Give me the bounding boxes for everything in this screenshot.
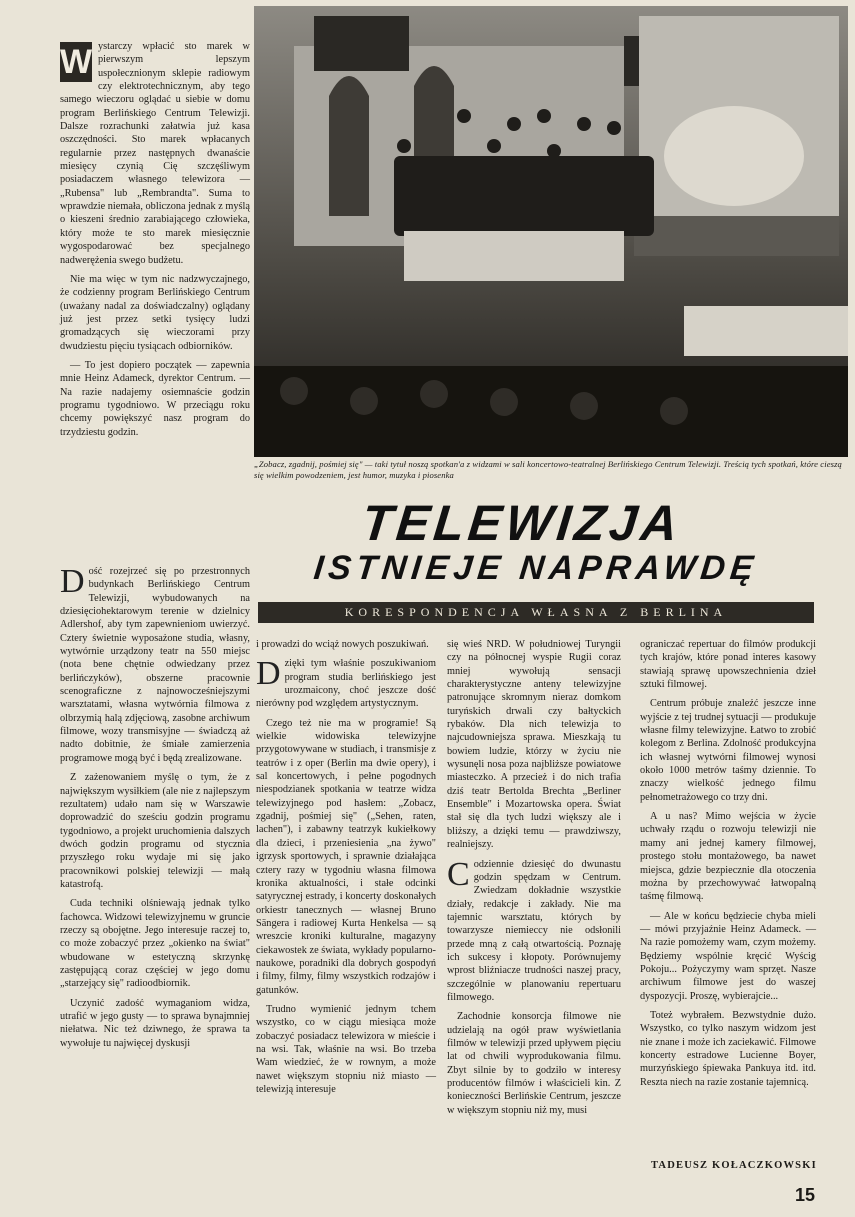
photo-caption: „Zobacz, zgadnij, pośmiej się" — taki tytuł noszą spotkan'a z widzami w sali koncertowo-teatralnej Berlińskiego Centrum Telewizji. Treścią tych spotkań, które cieszą się wielkim powodzeniem, jest humor, muzyka i piosenka [254,459,842,480]
article-column-4 [447,638,621,1123]
author-signature: TADEUSZ KOŁACZKOWSKI [651,1160,817,1171]
drop-cap: W [60,43,93,81]
paragraph: się wieś NRD. W południowej Turyngii czy na północnej wyspie Rugii coraz mniej wywołują sensacji charakterystyczne anteny telewizyjne patronujące skromnym nieraz domkom turyńskich drwali czy bałtyckich rybaków. Dla nich telewizja to najcudowniejsza sprawa. Mieszkają tu bowiem ludzie, którzy w życiu nie wysunęli nosa poza najbliższe powiatowe miasteczko. A przecież i do nich trafia dziś teatr Bertolda Brechta „Berliner Ensemble" i Mozartowska opera. Świat stał się dla tych ludzi większy ale i bliższy, a dzięki temu — prawdziwszy, realniejszy. [447,639,621,851]
tv-studio-photo [254,6,848,457]
headline-line-1: TELEWIZJA [359,495,685,551]
drop-cap: D [60,563,85,600]
headline-line-2: ISTNIEJE NAPRAWDĘ [312,549,760,587]
paragraph: Centrum próbuje znaleźć jeszcze inne wyjście z tej trudnej sytuacji — produkuje własne filmy telewizyjne. Łatwo to zrobić kolegom z Berlina. Zdolność produkcyjna ich własnej wytwórni filmowej wynosi około 1000 metrów taśmy dziennie. To znaczy wielkość jednego filmu pełnometrażowego co trzy dni. [640,698,816,803]
page-number: 15 [795,1185,816,1205]
drop-cap: D [256,655,281,693]
paragraph: odziennie dziesięć do dwunastu godzin spędzam w Centrum. Zwiedzam dokładnie wszystkie działy, redakcje i zakłady. Nie ma tajemnic warsztatu, których by towarzysze niemieccy nie odsłonili przede mną z całą otwartością. Poznaję ich sukcesy i kłopoty. Porównujemy wprost bliźniacze trudności naszej pracy, szczególnie w planowaniu repertuaru filmowego. [447,858,621,1003]
paragraph: A u nas? Mimo wejścia w życie uchwały rządu o rozwoju telewizji nie mamy ani jednej kamery filmowej, prostego stołu montażowego, ba nawet miejsca, gdzie bezpiecznie dla otoczenia można by przechowywać łatwopalną taśmę filmową. [640,811,816,903]
paragraph: Z zażenowaniem myślę o tym, że z największym wysiłkiem (ale nie z najlepszym rezultatem) udało nam się w Warszawie doprowadzić do sześciu godzin programu tygodniowo, a projekt uruchomienia dalszych dwóch godzin programu od stycznia przyszłego roku wydaje mi się jako pracownikowi polskiej telewizji — małą katastrofą. [60,772,250,890]
paragraph: ystarczy wpłacić sto marek w pierwszym lepszym uspołecznionym sklepie radiowym czy elektrotechnicznym, aby tego samego wieczoru oglądać u siebie w domu program Berlińskiego Centrum Telewizji. Dalsze rozrachunki załatwia już kasa oszczędności. Sto marek wpłacanych regularnie przez następnych dwanaście miesięcy czynią Cię szczęśliwym posiadaczem własnego telewizora — „Rubensa" lub „Rembrandta". Suma to wprawdzie niemała, obliczona jednak z myślą o kieszeni średnio zarabiającego człowieka, który może te sto marek miesięcznie wygospodarować bez specjalnego nadwerężenia swego budżetu. [60,41,250,266]
paragraph: Toteż wybrałem. Bezwstydnie dużo. Wszystko, co tylko naszym widzom jest nie znane i może ich zaciekawić. Filmowe koncerty estradowe Lucienne Boyer, murzyńskiego śpiewaka Pankuya itd. itd. Reszta niech na razie zostanie tajemnicą. [640,1009,816,1088]
drop-cap: C [447,855,470,893]
paragraph: — Ale w końcu będziecie chyba mieli — mówi przyjaźnie Heinz Adameck. — Na razie pomożemy wam, czym możemy. Będziemy wspólnie kręcić Wyścig Pokoju... Pożyczymy wam sprzęt. Nasze archiwum filmowe jest do waszej dyspozycji. Proszę, wybierajcie... [640,910,816,1002]
paragraph: ość rozejrzeć się po przestronnych budynkach Berlińskiego Centrum Telewizji, wybudowanych na dziesięciohektarowym terenie w dzielnicy Adlershof, aby tym zapewnieniom uwierzyć. Cztery świetnie wyposażone studia, własny, wytwórnie urządzony teatr na 550 miejsc (nota bene chętnie odwiedzany przez berlińczyków), obszerne pracownie scenograficzne z najnowocześniejszymi warsztatami, własna wytwórnia filmowa z olbrzymią halą zdjęciową, zasobne archiwum filmowe, wozy transmisyjne — świadczą aż nadto dobitnie, że śmiałe zamierzenia programowe mogą być i będą zrealizowane. [60,566,250,764]
subtitle-banner: KORESPONDENCJA WŁASNA Z BERLINA [258,602,814,623]
paragraph: Uczynić zadość wymaganiom widza, utrafić w jego gusty — to sprawa bynajmniej niełatwa. Nic też dziwnego, że sprawa ta wywołuje tu najwięcej dyskusji [60,997,250,1049]
article-column-5 [640,638,816,1095]
paragraph: Zachodnie konsorcja filmowe nie udzielają na ogół praw wyświetlania filmów w telewizji przed upływem pięciu lat od chwili wyprodukowania filmu. Zbyt silnie by to godziło w interesy producentów filmów i właścicieli kin. Z konieczności Berlińskie Centrum, jeszcze w większym stopniu niż my, musi [447,1011,621,1116]
paragraph: i prowadzi do wciąż nowych poszukiwań. [256,639,429,650]
paragraph: Cuda techniki olśniewają jednak tylko fachowca. Widzowi telewizyjnemu w gruncie rzeczy są obojętne. Jego interesuje raczej to, co może zobaczyć przez „okienko na świat" wbudowane w estetyczną skrzynkę zastępującą coraz częściej w jego domu „starzejący się" radioodbiornik. [60,898,250,990]
article-column-2 [60,565,250,1056]
paragraph: ograniczać repertuar do filmów produkcji tych krajów, które ponad interes kasowy stawiają sprawę upowszechnienia dzieł sztuki filmowej. [640,639,816,691]
article-column-1 [60,40,250,445]
paragraph: Nie ma więc w tym nic nadzwyczajnego, że codzienny program Berlińskiego Centrum (uważany nadal za doświadczalny) oglądany już jest przez setki tysięcy ludzi gromadzących się wieczorami przy dwudziestu pięciu tysiącach odbiorników. [60,273,250,352]
paragraph: Trudno wymienić jednym tchem wszystko, co w ciągu miesiąca może zobaczyć posiadacz telewizora w mieście i na wsi. Tak, właśnie na wsi. Bo trzeba Wam wiedzieć, że w rownym, a może nawet większym stopniu niż miasto — telewizją interesuje [256,1003,436,1095]
paragraph: Czego też nie ma w programie! Są wielkie widowiska telewizyjne przygotowywane w studiach, i transmisje z teatrów i z oper (Berlin ma dwie opery), i sal koncertowych, i pełne pogodnych niespodzianek spotkania w teatrze widza telewizyjnego pod hasłem: „Zobacz, zgadnij, pośmiej się" („Sehen, raten, lachen"), i zabawny teatrzyk kukiełkowy dla dzieci, i przeniesienia „na żywo" igrzysk sportowych, i sprawnie działająca cztery razy w tygodniu własna filmowa kronika aktualności, i stałe odcinki satyrycznej estrady, i koncerty doskonałych orkiestr tanecznych — własnej Bruno Sängera i radiowej Kurta Henkelsa — są wreszcie kroniki kulturalne, magazyny ciekawostek ze świata, wykłady popularno-naukowe, poradniki dla dobrych gospodyń i filmy, filmy, filmy wszystkich rodzajów i gatunków. [256,717,436,996]
paragraph: zięki tym właśnie poszukiwaniom program studia berlińskiego jest urozmaicony, choć jeszcze dość nierówny pod względem artystycznym. [256,658,436,710]
article-column-3 [256,638,436,1102]
paragraph: — To jest dopiero początek — zapewnia mnie Heinz Adameck, dyrektor Centrum. — Na razie nadajemy osiemnaście godzin programu tygodniowo. W przeciągu roku chcemy powiększyć nasz program do trzydziestu godzin. [60,359,250,438]
